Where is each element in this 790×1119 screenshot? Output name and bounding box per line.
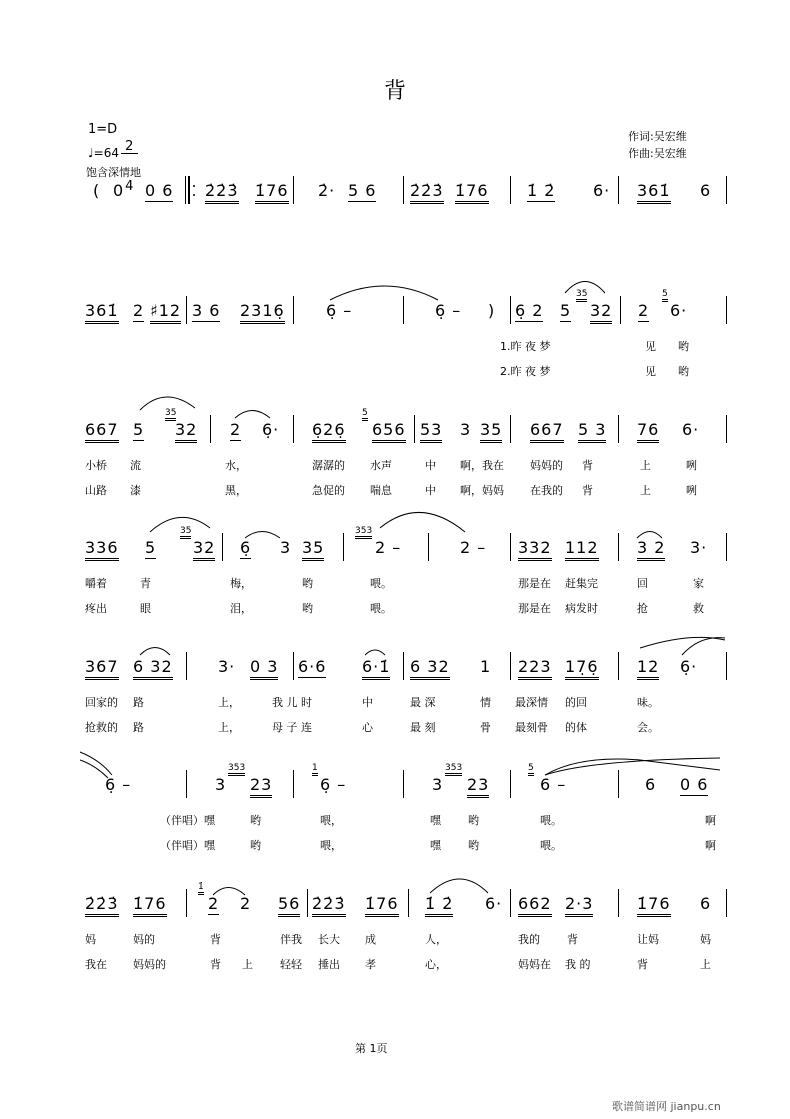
lyric-verse-2: 抢救的	[85, 721, 118, 734]
lyric-verse-1: 背	[210, 933, 221, 946]
barline	[726, 176, 727, 204]
note-group: 32	[590, 302, 612, 324]
barline	[510, 889, 511, 917]
lyric-verse-2: 上	[242, 958, 253, 971]
lyric-verse-2: 孝	[365, 958, 376, 971]
barline	[620, 296, 621, 324]
lyric-verse-2: 眼	[140, 602, 151, 615]
lyric-verse-2: 上，	[218, 721, 240, 734]
note-group: 2̇2̇3̇	[312, 895, 346, 917]
grace-note: 353	[228, 764, 245, 776]
lyric-verse-1: 那是在	[518, 577, 551, 590]
note-group: 1̇ 2̇	[425, 895, 453, 917]
barline	[510, 296, 511, 324]
grace-note: 5	[662, 290, 668, 302]
note-group: 0 3	[250, 658, 278, 680]
barline	[293, 296, 294, 324]
note-group: 2	[133, 301, 145, 320]
song-title: 背	[383, 79, 406, 104]
lyric-verse-1: 背	[567, 933, 578, 946]
note-group: 667	[530, 421, 564, 443]
note-group: ♯12	[150, 302, 181, 324]
lyric-verse-1: 上，	[218, 696, 240, 709]
lyric-verse-2: 在我的	[530, 484, 563, 497]
lyric-verse-1: 喂，	[320, 814, 342, 827]
lyric-verse-2: 捶出	[318, 958, 340, 971]
grace-note: 5	[528, 764, 534, 776]
barline	[403, 770, 404, 798]
note-group: 0	[113, 181, 125, 200]
barline	[618, 415, 619, 443]
repeat-barline	[188, 176, 190, 204]
lyric-verse-2: 见	[645, 365, 656, 378]
lyric-verse-1: 嘿	[430, 814, 441, 827]
lyric-verse-1: 小桥	[85, 459, 107, 472]
lyric-verse-2: 喂，	[320, 839, 342, 852]
lyric-verse-1: （伴唱）嘿	[160, 814, 215, 827]
note-group: 3	[215, 775, 227, 794]
lyric-verse-2: 我在	[85, 958, 107, 971]
note-group: 2 –	[460, 538, 487, 557]
time-top: 2	[121, 140, 138, 154]
lyric-verse-2: 喂。	[540, 839, 562, 852]
lyric-verse-1: 路	[133, 696, 144, 709]
note-group: 656	[372, 421, 406, 443]
note-group: 6·	[682, 420, 700, 439]
slur	[380, 512, 465, 532]
note-group: 23	[250, 776, 272, 798]
note-group: 56	[278, 895, 300, 917]
note-group: 1̇ 2̇	[527, 181, 556, 200]
note-group: 361̇	[85, 302, 119, 324]
note-group: 17̣6̣	[565, 658, 599, 680]
note-group: 5 6	[348, 181, 377, 200]
barline	[510, 176, 511, 204]
note-group: 3·	[690, 538, 708, 557]
note-group: 2̇·	[318, 181, 336, 200]
lyric-verse-2: 泪，	[230, 602, 252, 615]
lyric-verse-1: 我 儿 时	[272, 696, 312, 709]
slur	[235, 411, 270, 419]
lyric-verse-2: 疼出	[85, 602, 107, 615]
note-group: 6 32	[133, 658, 173, 680]
expression-marking: 饱含深情地	[86, 166, 141, 179]
note-group: 6	[700, 181, 712, 200]
lyric-verse-1: 妈	[700, 933, 711, 946]
lyric-verse-1: 啊，我在	[460, 459, 504, 472]
lyric-verse-1: 我的	[518, 933, 540, 946]
lyric-verse-2: 心	[362, 721, 373, 734]
note-group: 2̇2̇3̇	[410, 182, 444, 204]
barline	[293, 770, 294, 798]
grace-note: 353	[445, 764, 462, 776]
grace-note: 5	[362, 409, 368, 421]
note-group: 6̣·	[262, 420, 280, 439]
lyric-verse-2: 喘息	[370, 484, 392, 497]
note-group: 6̣ –	[326, 301, 353, 320]
barline	[510, 533, 511, 561]
slur	[365, 650, 385, 655]
note-group: 1̇76	[637, 895, 671, 917]
lyric-verse-2: 病发时	[565, 602, 598, 615]
grace-note: 35	[165, 409, 176, 421]
note-group: 2·3	[565, 895, 593, 917]
note-group: 336	[85, 539, 119, 561]
note-group: 6̣ –	[105, 775, 132, 794]
note-group: 367	[85, 658, 119, 680]
tempo-marking: ♩=64	[88, 146, 119, 160]
note-group: 5 3	[578, 421, 606, 443]
note-group: 6	[700, 894, 712, 913]
lyric-verse-2: 那是在	[518, 602, 551, 615]
lyric-verse-1: 中	[362, 696, 373, 709]
lyric-verse-1: 啊	[705, 814, 716, 827]
lyric-verse-1: 水，	[225, 459, 247, 472]
note-group: 2	[230, 420, 242, 439]
lyric-verse-1: 最 深	[410, 696, 436, 709]
note-group: 6̣·	[680, 657, 698, 676]
note-group: 112	[565, 539, 599, 561]
slur	[640, 637, 725, 648]
barline	[618, 770, 619, 798]
lyric-verse-2: 漆	[130, 484, 141, 497]
note-group: 1̇76	[133, 895, 167, 917]
lyric-verse-2: 啊	[705, 839, 716, 852]
barline	[726, 533, 727, 561]
note-group: 332	[518, 539, 552, 561]
grace-note: 1	[312, 764, 318, 776]
lyric-verse-1: 喂。	[370, 577, 392, 590]
lyric-verse-1: 情	[480, 696, 491, 709]
lyric-verse-1: 哟	[250, 814, 261, 827]
lyric-verse-2: 喂。	[370, 602, 392, 615]
lyric-verse-1: 赶集完	[565, 577, 598, 590]
lyric-verse-1: 梅，	[230, 577, 252, 590]
time-bottom: 4	[125, 179, 134, 194]
note-group: 6̣	[240, 538, 252, 557]
lyric-verse-1: 1.昨 夜 梦	[500, 340, 551, 353]
barline	[293, 176, 294, 204]
lyric-verse-2: 嘿	[430, 839, 441, 852]
note-group: 3	[432, 775, 444, 794]
barline	[618, 652, 619, 680]
slur	[430, 879, 488, 893]
note-group: 35	[302, 539, 324, 561]
note-group: 6·	[670, 301, 688, 320]
barline	[185, 176, 186, 204]
lyric-verse-2: 背	[210, 958, 221, 971]
lyric-verse-2: 骨	[480, 721, 491, 734]
lyric-verse-2: 咧	[686, 484, 697, 497]
note-group: 32	[175, 421, 197, 443]
note-group: 53	[420, 421, 442, 443]
barline	[403, 296, 404, 324]
note-group: 6̣ 2	[515, 301, 544, 320]
lyric-verse-2: 啊，妈妈	[460, 484, 504, 497]
lyric-verse-1: 咧	[686, 459, 697, 472]
slur	[330, 286, 438, 300]
barline	[293, 415, 294, 443]
slur	[80, 760, 108, 778]
note-group: 6 –	[540, 775, 567, 794]
barline	[307, 889, 308, 917]
note-group: 5	[145, 538, 157, 557]
lyric-verse-2: 哟	[468, 839, 479, 852]
lyric-verse-1: 妈的	[133, 933, 155, 946]
barline	[186, 889, 187, 917]
lyric-verse-1: 最深情	[515, 696, 548, 709]
barline	[726, 889, 727, 917]
note-group: 5	[133, 420, 145, 439]
barline	[403, 652, 404, 680]
lyric-verse-2: 的体	[565, 721, 587, 734]
lyric-verse-1: 回家的	[85, 696, 118, 709]
note-group: 3 2	[637, 539, 665, 561]
lyric-verse-1: 哟	[468, 814, 479, 827]
lyric-verse-1: 成	[365, 933, 376, 946]
lyric-verse-1: 让妈	[637, 933, 659, 946]
lyric-verse-1: 伴我	[280, 933, 302, 946]
note-group: 32	[193, 539, 215, 561]
lyric-verse-1: 中	[425, 459, 436, 472]
lyric-verse-1: 潺潺的	[312, 459, 345, 472]
note-group: 23	[467, 776, 489, 798]
note-group: 1̇76	[365, 895, 399, 917]
note-group: 6̣ –	[320, 775, 347, 794]
note-group: 6 32	[410, 658, 450, 680]
lyric-verse-2: 妈妈在	[518, 958, 551, 971]
lyric-verse-2: （伴唱）嘿	[160, 839, 215, 852]
lyric-verse-2: 哟	[302, 602, 313, 615]
barline	[186, 652, 187, 680]
lyric-verse-2: 中	[425, 484, 436, 497]
lyric-verse-1: 味。	[637, 696, 659, 709]
lyric-verse-2: 母 子 连	[272, 721, 312, 734]
note-group: 3 6	[192, 301, 221, 320]
grace-note: 1̇	[198, 883, 204, 895]
lyric-verse-2: 山路	[85, 484, 107, 497]
barline	[293, 652, 294, 680]
lyric-verse-1: 的回	[565, 696, 587, 709]
grace-note: 35	[180, 527, 191, 539]
lyric-verse-1: 青	[140, 577, 151, 590]
note-group: 223	[518, 658, 552, 680]
barline	[403, 176, 404, 204]
lyric-verse-1: 喂。	[540, 814, 562, 827]
composer-credit: 作曲:吴宏维	[628, 147, 687, 160]
lyric-verse-2: 最刻骨	[515, 721, 548, 734]
lyric-verse-1: 嚼着	[85, 577, 107, 590]
barline	[618, 889, 619, 917]
lyricist-credit: 作词:吴宏维	[628, 130, 687, 143]
barline	[222, 533, 223, 561]
barline	[510, 652, 511, 680]
watermark: 歌谱简谱网 jianpu.cn	[612, 1100, 721, 1113]
note-group: 6·	[485, 894, 503, 913]
note-group: 2̇2̇3̇	[205, 182, 239, 204]
note-group: 1̇76	[455, 182, 489, 204]
barline	[510, 415, 511, 443]
note-group: 6·6	[298, 657, 327, 676]
note-group: 2	[638, 301, 650, 320]
grace-note: 353	[355, 527, 372, 539]
barline	[726, 296, 727, 324]
note-group: 3	[460, 420, 472, 439]
note-group: 6·1̇	[362, 658, 390, 680]
barline	[343, 533, 344, 561]
barline	[414, 415, 415, 443]
note-group: )	[488, 301, 496, 320]
barline	[618, 176, 619, 204]
note-group: 3·	[218, 657, 236, 676]
note-group: 3	[280, 538, 292, 557]
note-group: 35	[480, 421, 502, 443]
lyric-verse-2: 轻轻	[280, 958, 302, 971]
lyric-verse-1: 哟	[302, 577, 313, 590]
lyric-verse-1: 人，	[425, 933, 447, 946]
barline	[210, 415, 211, 443]
note-group: 2	[240, 894, 252, 913]
note-group: 6̣26̣	[312, 421, 346, 443]
note-group: 6	[645, 775, 657, 794]
lyric-verse-2: 2.昨 夜 梦	[500, 365, 551, 378]
note-group: 667	[85, 421, 119, 443]
lyric-verse-2: 背	[582, 484, 593, 497]
note-group: 2̇2̇3̇	[85, 895, 119, 917]
note-group: 6·	[593, 181, 611, 200]
lyric-verse-2: 哟	[678, 365, 689, 378]
lyric-verse-1: 水声	[370, 459, 392, 472]
lyric-verse-2: 上	[700, 958, 711, 971]
lyric-verse-2: 哟	[250, 839, 261, 852]
note-group: 0 6	[680, 775, 709, 794]
note-group: 12	[637, 658, 659, 680]
lyric-verse-1: 见	[645, 340, 656, 353]
note-group: (	[93, 181, 101, 200]
grace-note: 35	[576, 290, 587, 302]
lyric-verse-2: 黑，	[225, 484, 247, 497]
key-signature: 1=D	[88, 122, 118, 137]
barline	[726, 652, 727, 680]
lyric-verse-1: 妈妈的	[530, 459, 563, 472]
barline	[186, 296, 187, 324]
lyric-verse-2: 妈妈的	[133, 958, 166, 971]
lyric-verse-2: 急促的	[312, 484, 345, 497]
lyric-verse-1: 妈	[85, 933, 96, 946]
lyric-verse-2: 我 的	[565, 958, 591, 971]
lyric-verse-2: 救	[693, 602, 704, 615]
lyric-verse-2: 背	[637, 958, 648, 971]
lyric-verse-1: 长大	[318, 933, 340, 946]
slur	[80, 752, 112, 775]
note-group: 1̇76	[255, 182, 289, 204]
barline	[186, 770, 187, 798]
repeat-dot	[193, 185, 195, 187]
note-group: 361̇	[637, 182, 671, 204]
lyric-verse-1: 流	[130, 459, 141, 472]
note-group: 5	[560, 301, 572, 320]
page-number: 第 1页	[355, 1042, 388, 1055]
lyric-verse-1: 家	[693, 577, 704, 590]
lyric-verse-2: 抢	[637, 602, 648, 615]
barline	[510, 770, 511, 798]
lyric-verse-2: 会。	[637, 721, 659, 734]
note-group: 662	[518, 895, 552, 917]
barline	[618, 533, 619, 561]
note-group: 2 –	[375, 538, 402, 557]
note-group: 76	[637, 421, 659, 443]
barline	[726, 415, 727, 443]
lyric-verse-1: 背	[582, 459, 593, 472]
note-group: 1	[480, 657, 492, 676]
note-group: 2316̣	[240, 302, 285, 324]
barline	[408, 889, 409, 917]
note-group: 2	[208, 894, 220, 913]
note-group: 6̣ –	[435, 301, 462, 320]
slur	[682, 638, 725, 655]
lyric-verse-2: 路	[133, 721, 144, 734]
lyric-verse-2: 最 刻	[410, 721, 436, 734]
note-group: 0 6	[145, 181, 174, 200]
lyric-verse-1: 上	[640, 459, 651, 472]
barline	[428, 533, 429, 561]
lyric-verse-1: 回	[637, 577, 648, 590]
lyric-verse-1: 哟	[678, 340, 689, 353]
repeat-dot	[193, 194, 195, 196]
lyric-verse-2: 心，	[425, 958, 447, 971]
lyric-verse-2: 上	[640, 484, 651, 497]
slur	[140, 648, 170, 656]
